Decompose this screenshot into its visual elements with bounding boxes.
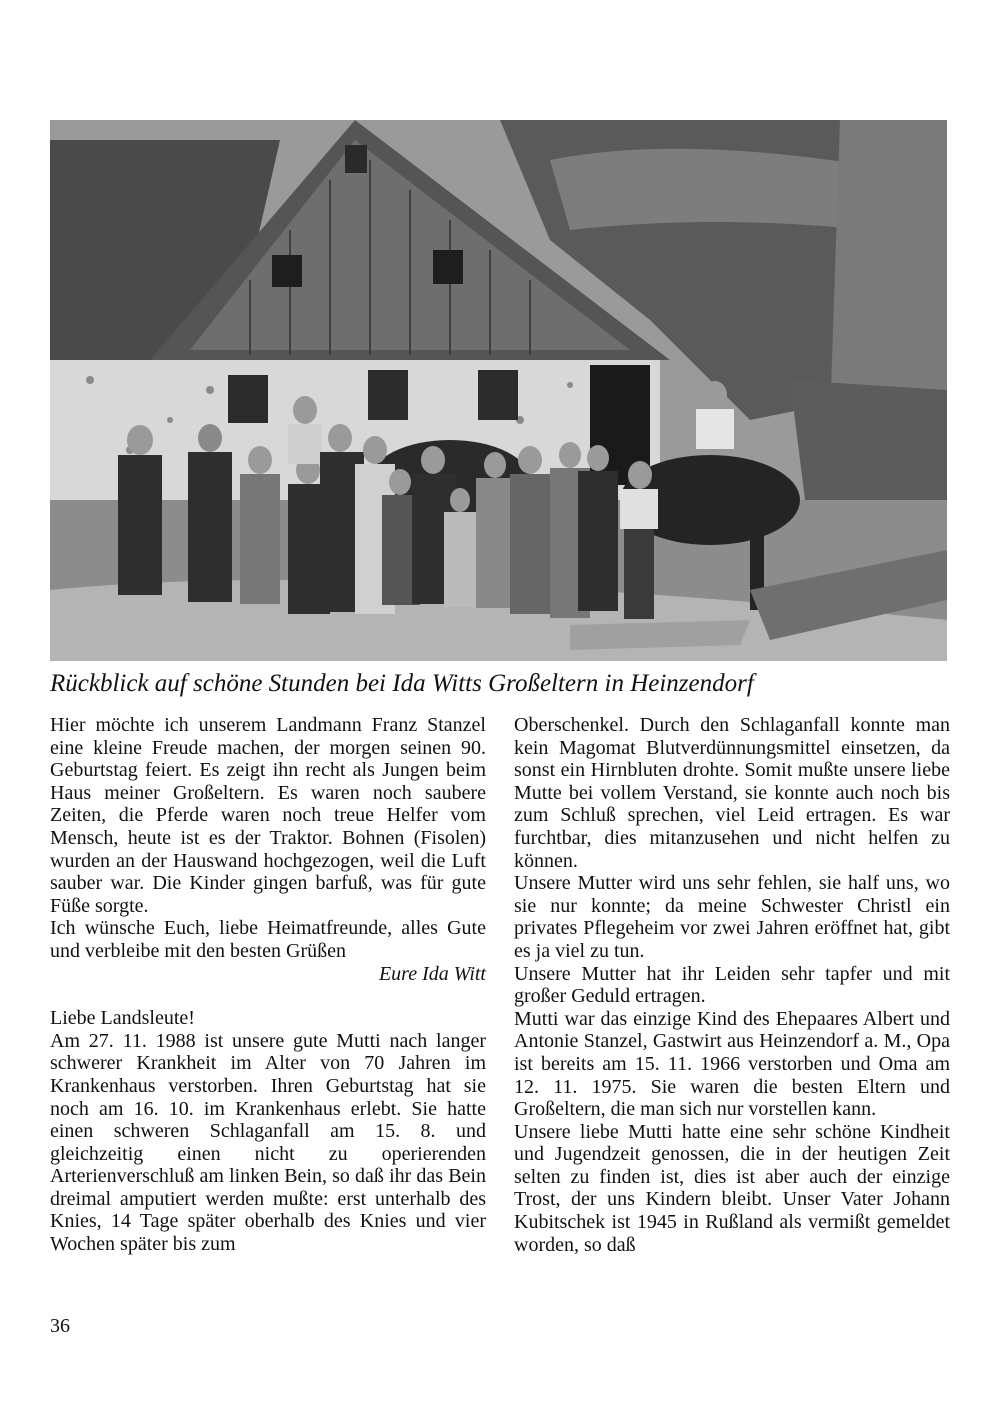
- paragraph: Unsere Mutter hat ihr Leiden sehr tapfer und mit großer Geduld ertragen.: [514, 962, 950, 1008]
- signature: Eure Ida Witt: [378, 962, 486, 985]
- paragraph: Hier möchte ich unserem Landmann Franz Stanzel eine kleine Freude machen, der morgen seinen 90. Geburtstag feiert. Es zeigt ihn recht als Jungen beim Haus meiner Großeltern. Es waren noch saubere Zeiten, die Pferde waren noch treue Helfer vom Mensch, heute ist es der Traktor. Bohnen (Fisolen) wurden an der Hauswand hochgezogen, weil die Luft sauber war. Die Kinder gingen barfuß, was für gute Füße sorgte.: [50, 714, 486, 917]
- paragraph: Unsere liebe Mutti hatte eine sehr schöne Kindheit und Jugendzeit genossen, die in der heutigen Zeit selten zu finden ist, dies ist aber auch der einzige Trost, der uns Kindern bleibt. Unser Vater Johann Kubitschek ist 1945 in Rußland als vermißt gemeldet worden, so daß: [514, 1120, 950, 1256]
- paragraph: Mutti war das einzige Kind des Ehepaares Albert und Antonie Stanzel, Gastwirt aus Heinzendorf a. M., Opa ist bereits am 15. 11. 1966 verstorben und Oma am 12. 11. 1975. Sie waren die besten Eltern und Großeltern, die man sich nur vorstellen kann.: [514, 1007, 950, 1121]
- historic-photo: [50, 120, 947, 661]
- paragraph: Unsere Mutter wird uns sehr fehlen, sie half uns, wo sie nur konnte; da meine Schwester Christl ein privates Pflegeheim vor zwei Jahren eröffnet hat, gibt es ja viel zu tun.: [514, 872, 950, 962]
- right-column: [514, 714, 950, 1256]
- salutation: Liebe Landsleute!: [50, 1007, 195, 1030]
- paragraph: Oberschenkel. Durch den Schlaganfall konnte man kein Magomat Blutverdünnungsmittel einsetzen, da sonst ein Hirnbluten drohte. Somit mußte unsere liebe Mutte bei vollem Verstand, sie konnte auch noch bis zum Schluß sprechen, viel Leid ertragen. Es war furchtbar, dies mitanzusehen und nicht helfen zu können.: [514, 714, 950, 872]
- photo-caption: Rückblick auf schöne Stunden bei Ida Witts Großeltern in Heinzendorf: [50, 670, 754, 697]
- paragraph: Am 27. 11. 1988 ist unsere gute Mutti nach langer schwerer Krankheit im Alter von 70 Jahren im Krankenhaus verstorben. Ihren Geburtstag hat sie noch am 16. 10. im Krankenhaus erlebt. Sie hatte einen schweren Schlaganfall am 15. 8. und gleichzeitig einen nicht zu operierenden Arterienverschluß am linken Bein, so daß ihr das Bein dreimal amputiert werden mußte: erst unterhalb des Knies, 14 Tage später oberhalb des Knies und vier Wochen später bis zum: [50, 1029, 486, 1256]
- farmhouse-photo-illustration: [50, 120, 947, 661]
- left-column: [50, 714, 486, 1256]
- paragraph: Ich wünsche Euch, liebe Heimatfreunde, alles Gute und verbleibe mit den besten Grüßen: [50, 917, 486, 962]
- spacer: [50, 985, 486, 1007]
- page-number: 36: [50, 1315, 70, 1337]
